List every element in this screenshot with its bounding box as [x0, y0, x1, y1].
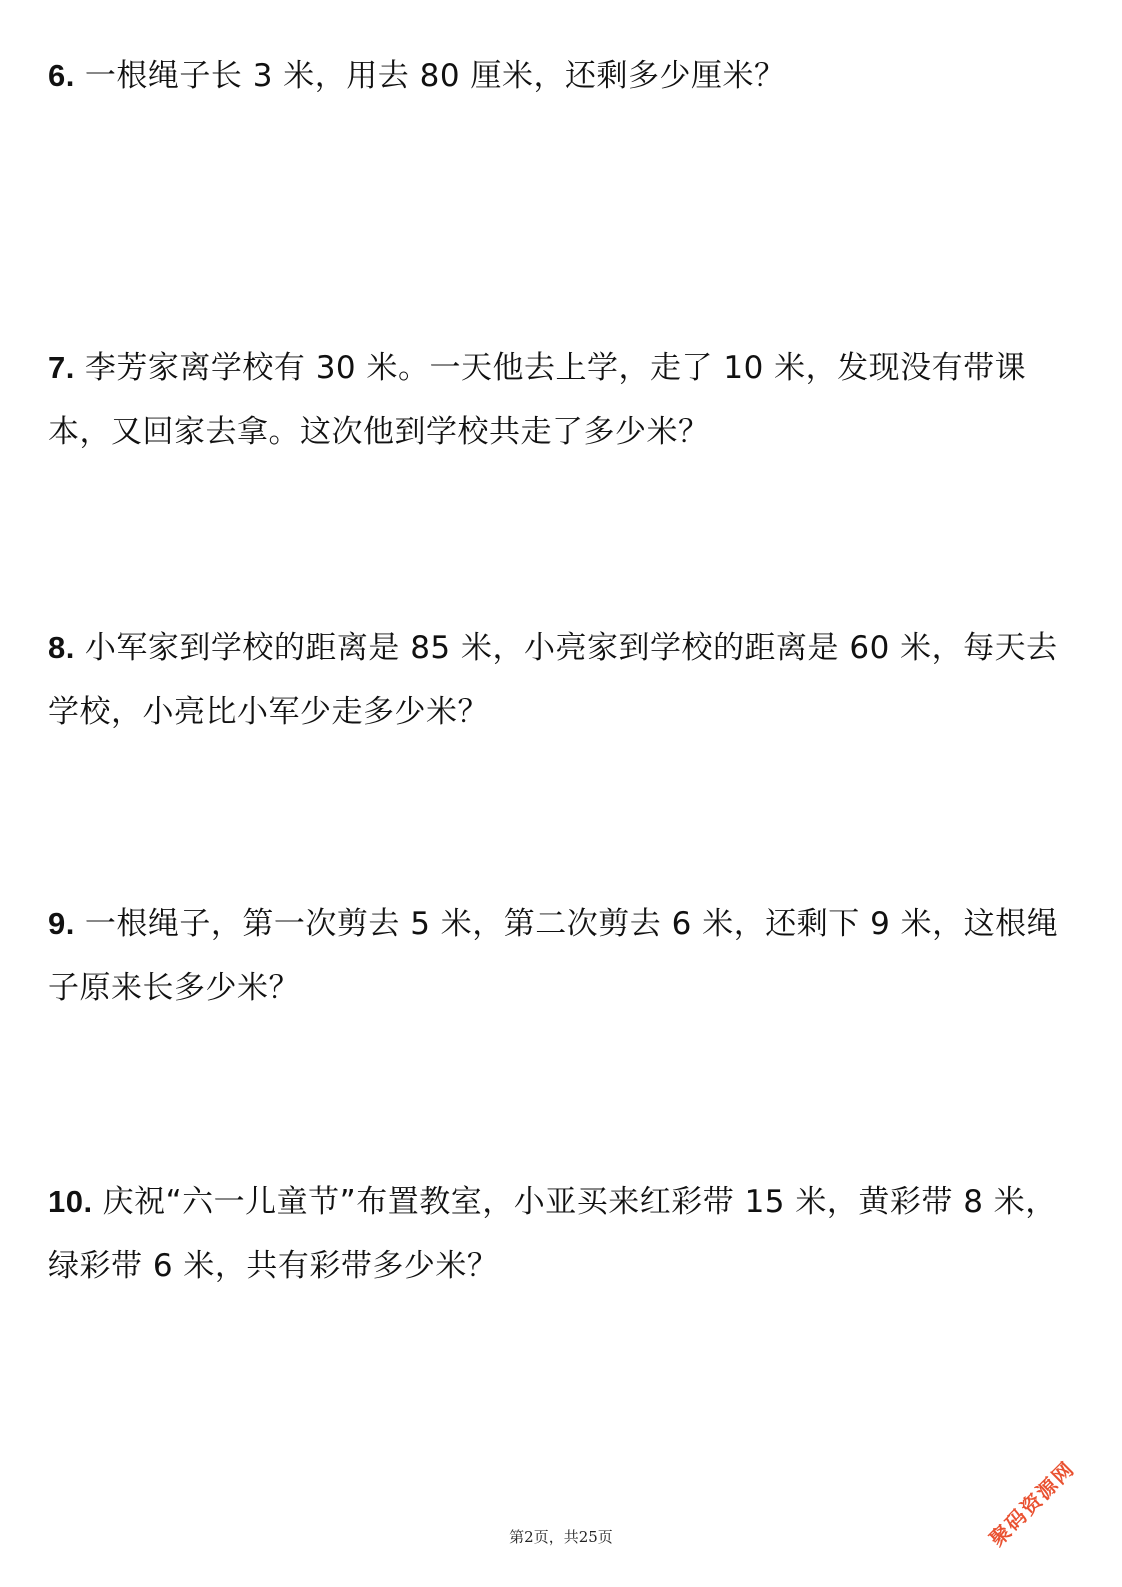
question-number: 8.	[48, 630, 75, 665]
question-text: 一根绳子长 3 米，用去 80 厘米，还剩多少厘米？	[84, 58, 786, 94]
question-number: 9.	[48, 906, 75, 941]
question-7	[48, 336, 1068, 464]
question-text: 一根绳子，第一次剪去 5 米，第二次剪去 6 米，还剩下 9 米，这根绳子原来长多少米？	[48, 906, 1059, 1006]
page-footer: 第2页，共25页	[509, 1528, 613, 1546]
question-text: 庆祝“六一儿童节”布置教室，小亚买来红彩带 15 米，黄彩带 8 米，绿彩带 6 米，共有彩带多少米？	[48, 1184, 1057, 1284]
question-text: 李芳家离学校有 30 米。一天他去上学，走了 10 米，发现没有带课本，又回家去拿。这次他到学校共走了多少米？	[48, 350, 1027, 450]
watermark-stamp: 聚码资源网	[984, 1456, 1080, 1551]
question-10	[48, 1170, 1068, 1298]
question-9	[48, 892, 1068, 1020]
question-6	[48, 44, 1068, 108]
question-text: 小军家到学校的距离是 85 米，小亮家到学校的距离是 60 米，每天去学校，小亮比小军少走多少米？	[48, 630, 1058, 730]
question-8	[48, 616, 1068, 744]
question-number: 6.	[48, 58, 75, 93]
question-number: 10.	[48, 1184, 93, 1219]
question-number: 7.	[48, 350, 75, 385]
